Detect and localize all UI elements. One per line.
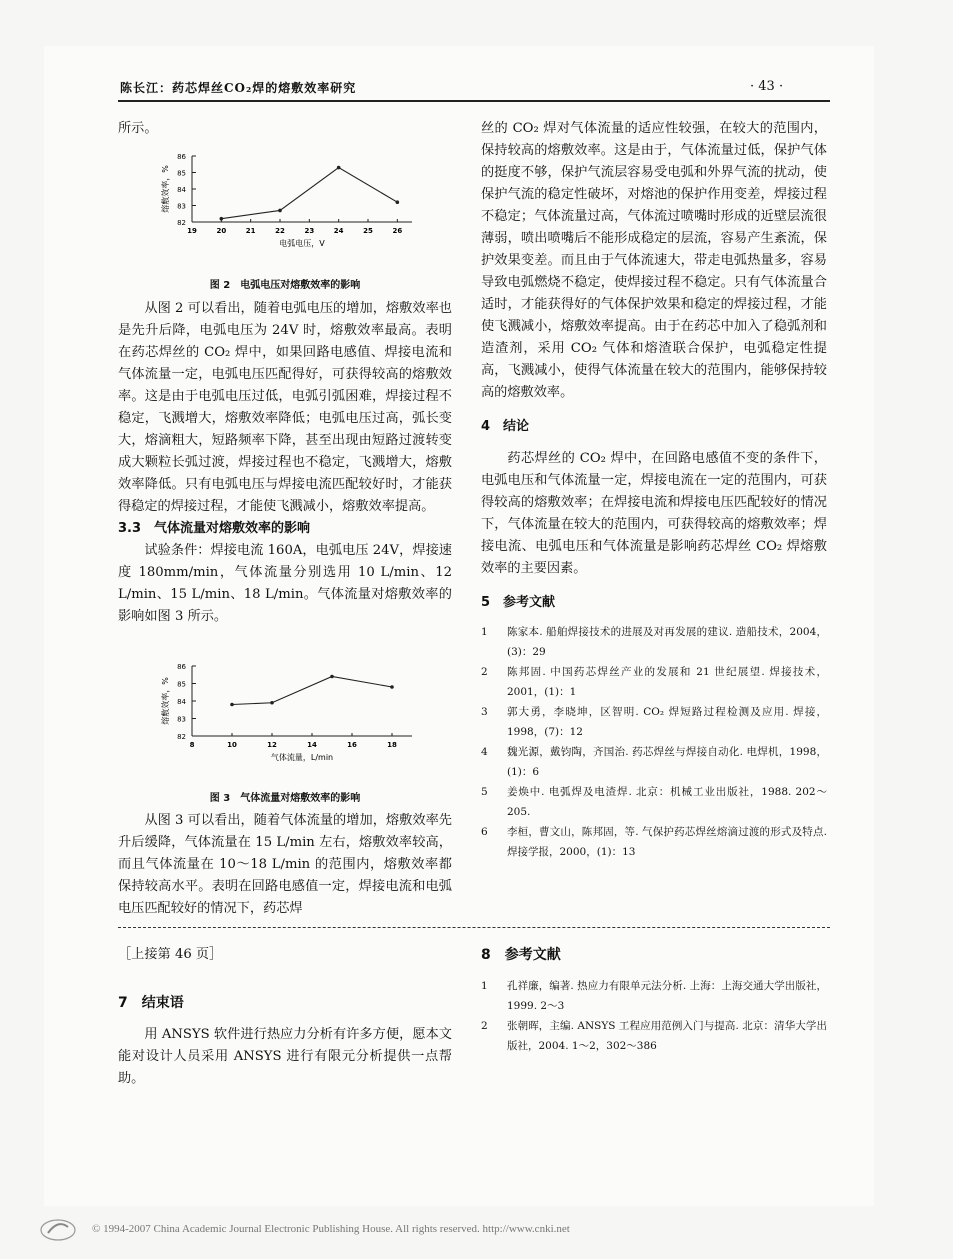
continuation-note: ［上接第 46 页］ xyxy=(118,947,223,962)
y-tick-label: 86 xyxy=(177,663,186,671)
x-tick-label: 23 xyxy=(304,227,315,235)
paragraph: 试验条件：焊接电流 160A，电弧电压 24V，焊接速度 180mm/min，气体流量分别选用 10 L/min、12 L/min、15 L/min、18 L/min。气体流量对熔敷效率的影响如图 3 所示。 xyxy=(118,543,452,624)
reference-number: 6 xyxy=(481,826,488,838)
reference-number: 3 xyxy=(481,706,488,718)
section-divider xyxy=(118,927,830,928)
left-column-end xyxy=(118,810,452,920)
reference-item xyxy=(481,976,827,1016)
section-heading-7: 7 结束语 xyxy=(118,995,184,1011)
y-tick-label: 86 xyxy=(177,153,186,161)
reference-text: 姜焕中. 电弧焊及电渣焊. 北京：机械工业出版社，1988. 202～205. xyxy=(507,786,827,818)
x-tick-label: 12 xyxy=(267,741,277,749)
reference-number: 1 xyxy=(481,626,488,638)
data-point xyxy=(230,703,234,707)
x-tick-label: 18 xyxy=(387,741,397,749)
data-point xyxy=(337,166,341,170)
data-point xyxy=(220,217,224,221)
y-tick-label: 82 xyxy=(177,733,186,741)
right-column xyxy=(481,118,827,862)
x-tick-label: 22 xyxy=(275,227,285,235)
reference-item xyxy=(481,822,827,862)
x-tick-label: 25 xyxy=(363,227,373,235)
copyright-text[interactable]: © 1994-2007 China Academic Journal Electronic Publishing House. All rights reserved. http://www.cnki.net xyxy=(92,1223,570,1235)
y-tick-label: 83 xyxy=(177,715,186,724)
data-point xyxy=(396,200,400,204)
y-tick-label: 85 xyxy=(177,680,186,689)
left-column-body xyxy=(118,298,452,628)
bottom-left xyxy=(118,944,452,1090)
y-tick-label: 84 xyxy=(177,698,186,706)
reference-list xyxy=(481,976,827,1056)
x-tick-label: 20 xyxy=(216,227,227,235)
x-tick-label: 14 xyxy=(307,741,317,749)
y-axis-label: 熔敷效率，% xyxy=(161,165,170,213)
paragraph: 从图 3 可以看出，随着气体流量的增加，熔敷效率先升后缓降，气体流量在 15 L/min 左右，熔敷效率较高，而且气体流量在 10～18 L/min 的范围内，熔敷效率都保持较高水平。表明在回路电感值一定，焊接电流和电弧电压匹配较好的情况下，药芯焊 xyxy=(118,813,452,916)
y-tick-label: 82 xyxy=(177,219,186,227)
reference-item xyxy=(481,702,827,742)
reference-item xyxy=(481,742,827,782)
data-point xyxy=(390,685,394,689)
reference-item xyxy=(481,662,827,702)
section-heading-5: 5 参考文献 xyxy=(481,595,556,610)
series-line xyxy=(221,168,397,219)
reference-number: 5 xyxy=(481,786,488,798)
x-tick-label: 26 xyxy=(392,227,403,235)
bottom-right xyxy=(481,944,827,1056)
reference-text: 张朝晖，主编. ANSYS 工程应用范例入门与提高. 北京：清华大学出版社，2004. 1～2，302～386 xyxy=(507,1020,827,1052)
reference-text: 魏光源，戴钧陶，齐国治. 药芯焊丝与焊接自动化. 电焊机，1998，(1)：6 xyxy=(507,746,827,778)
reference-item xyxy=(481,782,827,822)
paragraph: 从图 2 可以看出，随着电弧电压的增加，熔敷效率也是先升后降，电弧电压为 24V 时，熔敷效率最高。表明在药芯焊丝的 CO₂ 焊中，如果回路电感值、焊接电流和气体流量一定，电弧电压匹配得好，可获得较高的熔敷效率。这是由于电弧电压过低，电弧引弧困难，焊接过程不稳定，飞溅增大，熔敷效率降低；电弧电压过高，弧长变大，熔滴粗大，短路频率下降，甚至出现由短路过渡转变成大颗粒长弧过渡，焊接过程也不稳定，飞溅增大，熔敷效率降低。只有电弧电压与焊接电流匹配较好时，才能获得稳定的焊接过程，才能使飞溅减小，熔敷效率提高。 xyxy=(118,301,452,514)
paragraph: 药芯焊丝的 CO₂ 焊中，在回路电感值不变的条件下，电弧电压和气体流量一定，焊接电流在一定的范围内，可获得较高的熔敷效率；在焊接电流和焊接电压匹配较好的情况下，气体流量在较大的范围内，可获得较高的熔敷效率；焊接电流、电弧电压和气体流量是影响药芯焊丝 CO₂ 焊熔敷效率的主要因素。 xyxy=(481,451,827,576)
x-tick-label: 8 xyxy=(189,741,195,749)
cnki-logo-icon xyxy=(38,1217,78,1243)
x-axis-label: 电弧电压，V xyxy=(279,239,325,248)
reference-number: 2 xyxy=(481,1020,488,1032)
reference-number: 1 xyxy=(481,980,488,992)
section-heading-3-3: 3.3 气体流量对熔敷效率的影响 xyxy=(118,521,311,536)
figure-2-caption: 图 2 电弧电压对熔敷效率的影响 xyxy=(209,280,361,291)
left-column xyxy=(118,118,452,140)
section-heading-8: 8 参考文献 xyxy=(481,947,561,963)
reference-number: 2 xyxy=(481,666,488,678)
reference-text: 郭大勇，李晓坤，区智明. CO₂ 焊短路过程检测及应用. 焊接，1998，(7)：12 xyxy=(507,706,827,738)
series-line xyxy=(232,677,392,705)
y-tick-label: 83 xyxy=(177,202,186,211)
page-number: · 43 · xyxy=(750,79,784,94)
reference-text: 陈家本. 船舶焊接技术的进展及对再发展的建议. 造船技术，2004，(3)：29 xyxy=(507,626,827,658)
y-tick-label: 84 xyxy=(177,186,186,194)
x-tick-label: 24 xyxy=(333,227,344,235)
data-point xyxy=(330,675,334,679)
reference-text: 陈邦固. 中国药芯焊丝产业的发展和 21 世纪展望. 焊接技术，2001，(1)：1 xyxy=(507,666,827,698)
x-axis-label: 气体流量，L/min xyxy=(270,753,334,762)
figure-2-chart xyxy=(140,146,420,266)
figure-3-caption: 图 3 气体流量对熔敷效率的影响 xyxy=(209,793,361,804)
y-axis-label: 熔敷效率，% xyxy=(161,677,170,725)
header-rule xyxy=(118,100,830,102)
x-tick-label: 16 xyxy=(347,741,357,749)
x-tick-label: 19 xyxy=(187,227,197,235)
paragraph: 用 ANSYS 软件进行热应力分析有许多方便，愿本文能对设计人员采用 ANSYS 进行有限元分析提供一点帮助。 xyxy=(118,1027,452,1086)
x-tick-label: 10 xyxy=(227,741,237,749)
data-point xyxy=(278,209,282,213)
data-point xyxy=(270,701,274,705)
reference-list xyxy=(481,622,827,862)
reference-item xyxy=(481,1016,827,1056)
figure-3-chart xyxy=(140,658,420,770)
reference-text: 孔祥廉，编著. 热应力有限单元法分析. 上海：上海交通大学出版社，1999. 2～3 xyxy=(507,980,827,1012)
reference-number: 4 xyxy=(481,746,488,758)
x-tick-label: 21 xyxy=(245,227,256,235)
y-tick-label: 85 xyxy=(177,169,186,178)
paragraph: 丝的 CO₂ 焊对气体流量的适应性较强，在较大的范围内，保持较高的熔敷效率。这是由于，气体流量过低，保护气体的挺度不够，保护气流层容易受电弧和外界气流的扰动，使保护气流的稳定性破坏，对熔池的保护作用变差，焊接过程不稳定；气体流量过高，气体流过喷嘴时形成的近壁层流很薄弱，喷出喷嘴后不能形成稳定的层流，容易产生紊流，保护效果变差。而且由于气体流速大，带走电弧热量多，容易导致电弧燃烧不稳定，使焊接过程不稳定。只有气体流量合适时，才能获得好的气体保护效果和稳定的焊接过程，才能使飞溅减小，熔敷效率提高。由于在药芯中加入了稳弧剂和造渣剂，采用 CO₂ 气体和熔渣联合保护，电弧稳定性提高，飞溅减小，使得气体流量在较大的范围内，能够保持较高的熔敷效率。 xyxy=(481,121,827,400)
running-header: 陈长江：药芯焊丝CO₂焊的熔敷效率研究 xyxy=(120,81,357,95)
section-heading-4: 4 结论 xyxy=(481,419,530,434)
reference-item xyxy=(481,622,827,662)
reference-text: 李桓，曹文山，陈邦固，等. 气保护药芯焊丝熔滴过渡的形式及特点. 焊接学报，2000，(1)：13 xyxy=(507,826,827,858)
paragraph: 所示。 xyxy=(118,121,158,136)
